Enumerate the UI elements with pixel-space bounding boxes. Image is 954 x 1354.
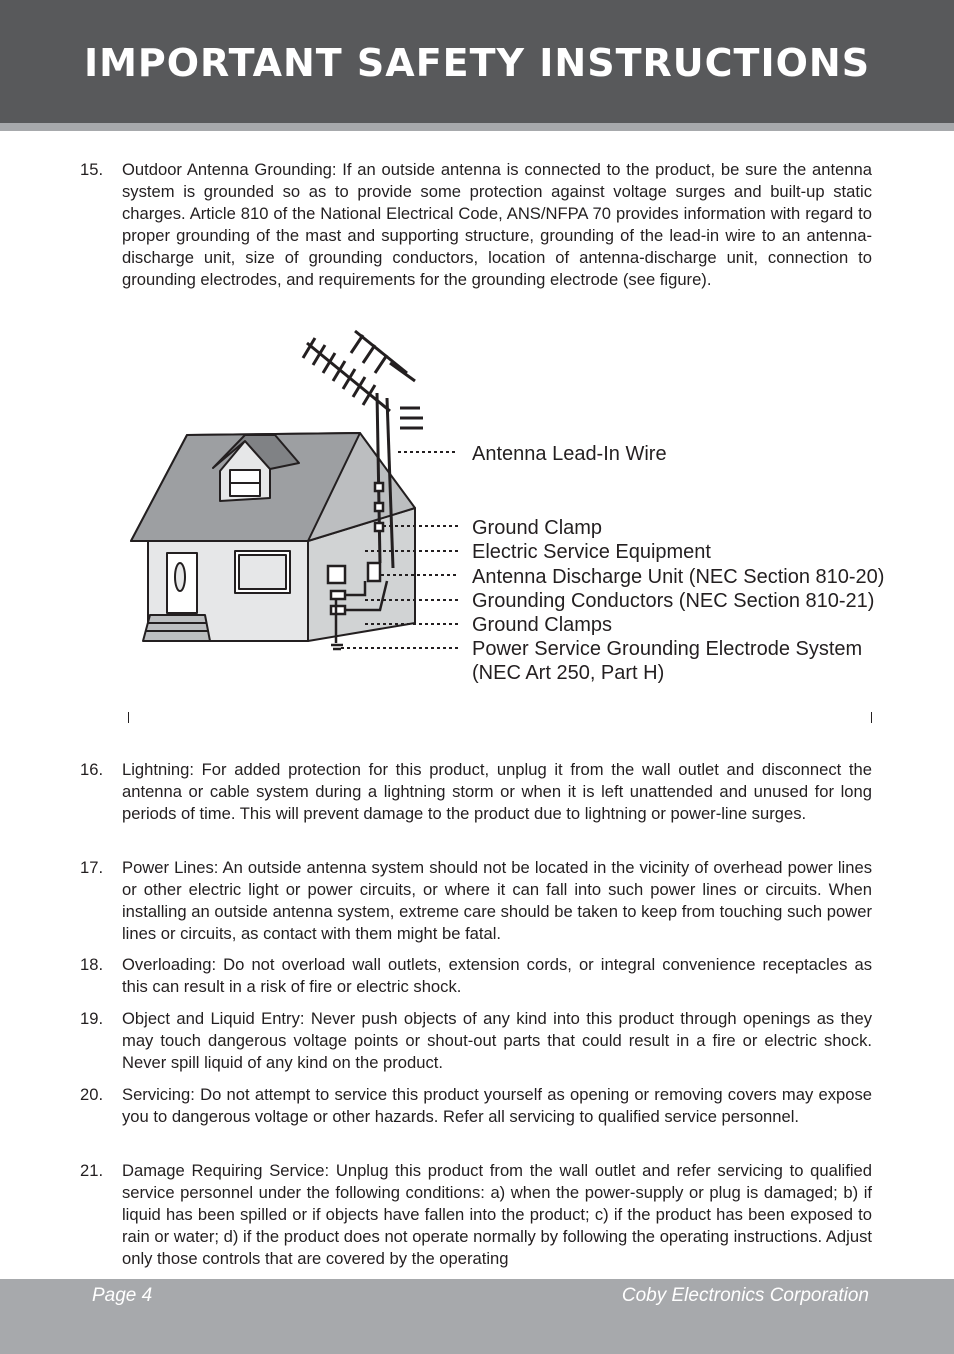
- item-text: Power Lines: An outside antenna system should not be located in the vicinity of overhead power lines or other electric light or power circuits, or where it can fall into such power lines or circuits. When installing an outside antenna system, extreme care should be taken to keep from touching such power lines or circuits, as contact with them might be fatal.: [122, 858, 872, 943]
- item-text: Damage Requiring Service: Unplug this product from the wall outlet and refer servicing to qualified service personnel under the following conditions: a) when the power-supply or plug is damaged; b) if liquid has been spilled or if objects have fallen into the product; c) if the product has been exposed to rain or water; d) if the product does not operate normally by following the operating instructions. Adjust only those controls that are covered by the operating: [122, 1161, 872, 1268]
- item-number: 17.: [80, 858, 104, 877]
- header-divider: [0, 123, 954, 131]
- item-number: 18.: [80, 955, 104, 974]
- item-text: Lightning: For added protection for this product, unplug it from the wall outlet and disconnect the antenna or cable system during a lightning storm or when it is left unattended and unused for long periods of time. This will prevent damage to the product due to lightning or power-line surges.: [122, 760, 872, 823]
- page-footer: [0, 1279, 954, 1354]
- label-power-service-2: (NEC Art 250, Part H): [472, 662, 665, 684]
- label-lead-in-wire: Antenna Lead-In Wire: [472, 443, 667, 465]
- item-number: 16.: [80, 760, 104, 779]
- page-number: Page 4: [92, 1285, 153, 1306]
- item-number: 20.: [80, 1085, 104, 1104]
- antenna-grounding-figure: [125, 323, 885, 695]
- instruction-item: [80, 1084, 872, 1128]
- crop-mark-right: [871, 712, 872, 723]
- label-electric-service: Electric Service Equipment: [472, 541, 711, 563]
- label-grounding-conductors: Grounding Conductors (NEC Section 810-21): [472, 590, 875, 612]
- item-number: 19.: [80, 1009, 104, 1028]
- item-text: Outdoor Antenna Grounding: If an outside antenna is connected to the product, be sure the antenna system is grounded so as to provide some protection against voltage surges and built-up static charges. Article 810 of the National Electrical Code, ANS/NFPA 70 provides information with regard to proper grounding of the mast and supporting structure, grounding of the lead-in wire to an antenna-discharge unit, size of grounding conductors, location of antenna-discharge unit, connection to grounding electrodes, and requirements for the grounding electrode (see figure).: [122, 160, 872, 289]
- label-ground-clamps: Ground Clamps: [472, 614, 613, 636]
- page-header: [0, 0, 954, 123]
- label-ground-clamp: Ground Clamp: [472, 517, 603, 539]
- item-text: Servicing: Do not attempt to service this product yourself as opening or removing covers may expose you to dangerous voltage or other hazards. Refer all servicing to qualified service personnel.: [122, 1085, 872, 1126]
- item-text: Object and Liquid Entry: Never push objects of any kind into this product through openings as they may touch dangerous voltage points or shout-out parts that could result in a fire or electric shock. Never spill liquid of any kind on the product.: [122, 1009, 872, 1072]
- instruction-item: [80, 759, 872, 825]
- page-title: IMPORTANT SAFETY INSTRUCTIONS: [83, 41, 871, 85]
- label-power-service-1: Power Service Grounding Electrode System: [472, 638, 863, 660]
- instruction-item: [80, 857, 872, 945]
- item-number: 21.: [80, 1161, 104, 1180]
- instruction-item: [80, 954, 872, 998]
- crop-mark-left: [128, 712, 129, 723]
- instruction-item: [80, 159, 872, 290]
- item-number: 15.: [80, 160, 104, 179]
- label-discharge-unit: Antenna Discharge Unit (NEC Section 810-20): [472, 566, 885, 588]
- instruction-item: [80, 1008, 872, 1074]
- item-text: Overloading: Do not overload wall outlets, extension cords, or integral convenience receptacles as this can result in a risk of fire or electric shock.: [122, 955, 872, 996]
- company-name: Coby Electronics Corporation: [621, 1285, 869, 1306]
- instruction-item: [80, 1160, 872, 1270]
